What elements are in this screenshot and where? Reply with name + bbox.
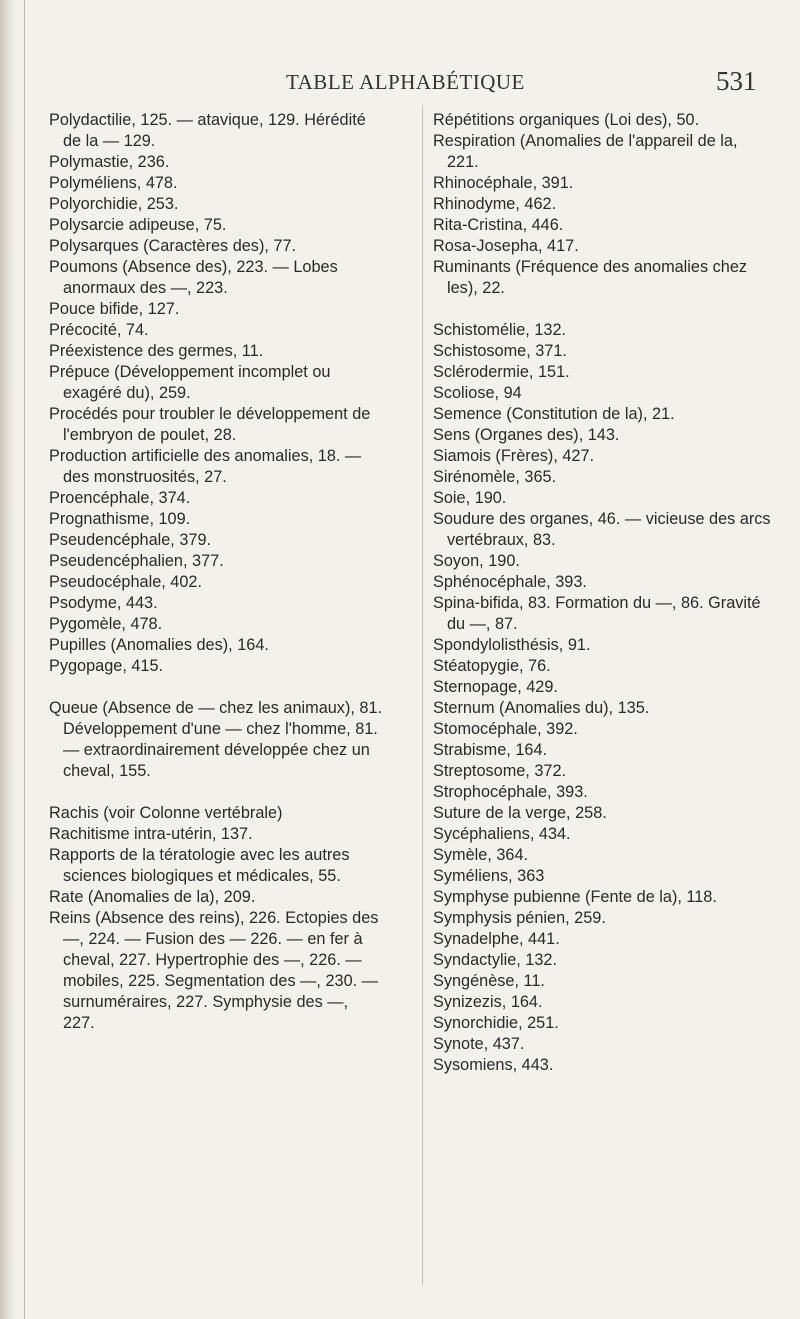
index-entry: Spina-bifida, 83. Formation du —, 86. Gravité du —, 87. (433, 594, 761, 633)
index-entry: Spondylolisthésis, 91. (433, 636, 591, 654)
index-entry: Symphyse pubienne (Fente de la), 118. (433, 888, 717, 906)
index-entry: Polydactilie, 125. — atavique, 129. Hérédité de la — 129. (49, 111, 366, 150)
index-column-left (49, 110, 383, 1034)
index-entry: Respiration (Anomalies de l'appareil de la, 221. (433, 132, 738, 171)
index-entry: Sens (Organes des), 143. (433, 426, 620, 444)
index-entry: Strabisme, 164. (433, 741, 548, 759)
index-entry: Prépuce (Développement incomplet ou exagéré du), 259. (49, 363, 331, 402)
index-entry: Schistosome, 371. (433, 342, 567, 360)
index-entry: Stomocéphale, 392. (433, 720, 578, 738)
index-entry: Soyon, 190. (433, 552, 520, 570)
index-entry: Soudure des organes, 46. — vicieuse des arcs vertébraux, 83. (433, 510, 771, 549)
index-entry: Sclérodermie, 151. (433, 363, 570, 381)
index-entry: Précocité, 74. (49, 321, 149, 339)
index-entry: Rosa-Josepha, 417. (433, 237, 579, 255)
index-entry: Polysarcie adipeuse, 75. (49, 216, 227, 234)
index-entry: Pygopage, 415. (49, 657, 164, 675)
index-entry: Rhinocéphale, 391. (433, 174, 574, 192)
index-entry: Syméliens, 363 (433, 867, 545, 885)
index-entry: Siamois (Frères), 427. (433, 447, 595, 465)
index-entry: Semence (Constitution de la), 21. (433, 405, 675, 423)
index-entry: Queue (Absence de — chez les animaux), 81. Développement d'une — chez l'homme, 81. — extraordinairement développée chez un cheval, 155. (49, 699, 383, 780)
index-entry: Syndactylie, 132. (433, 951, 557, 969)
index-entry: Pseudencéphale, 379. (49, 531, 212, 549)
index-entry: Polymastie, 236. (49, 153, 170, 171)
index-entry: Sycéphaliens, 434. (433, 825, 571, 843)
index-entry: Reins (Absence des reins), 226. Ectopies des —, 224. — Fusion des — 226. — en fer à cheval, 227. Hypertrophie des —, 226. — mobiles, 225. Segmentation des —, 230. — surnuméraires, 227. Symphysie des —, 227. (49, 909, 379, 1032)
index-entry: Répétitions organiques (Loi des), 50. (433, 111, 700, 129)
running-head: TABLE ALPHABÉTIQUE (286, 70, 525, 94)
index-entry: Synadelphe, 441. (433, 930, 560, 948)
index-entry: Pseudocéphale, 402. (49, 573, 202, 591)
index-entry: Polyméliens, 478. (49, 174, 178, 192)
index-entry: Schistomélie, 132. (433, 321, 567, 339)
index-entry: Synizezis, 164. (433, 993, 543, 1011)
page-header (0, 66, 800, 100)
index-entry: Syngénèse, 11. (433, 972, 545, 990)
page-number: 531 (716, 66, 757, 96)
index-entry: Rate (Anomalies de la), 209. (49, 888, 256, 906)
index-entry: Psodyme, 443. (49, 594, 158, 612)
index-entry: Symèle, 364. (433, 846, 529, 864)
index-entry: Stéatopygie, 76. (433, 657, 551, 675)
index-entry: Sphénocéphale, 393. (433, 573, 587, 591)
index-entry: Soie, 190. (433, 489, 507, 507)
index-entry: Rachis (voir Colonne vertébrale) (49, 804, 283, 822)
index-entry: Préexistence des germes, 11. (49, 342, 264, 360)
index-entry: Sternum (Anomalies du), 135. (433, 699, 650, 717)
index-entry: Rhinodyme, 462. (433, 195, 557, 213)
index-entry: Ruminants (Fréquence des anomalies chez les), 22. (433, 258, 748, 297)
index-entry: Sirénomèle, 365. (433, 468, 557, 486)
index-entry: Streptosome, 372. (433, 762, 567, 780)
index-entry: Prognathisme, 109. (49, 510, 191, 528)
index-entry: Suture de la verge, 258. (433, 804, 607, 822)
index-entry: Rapports de la tératologie avec les autres sciences biologiques et médicales, 55. (49, 846, 350, 885)
page-edge-line (24, 0, 25, 1319)
index-entry: Pouce bifide, 127. (49, 300, 180, 318)
index-entry: Polyorchidie, 253. (49, 195, 179, 213)
index-column-right (433, 110, 771, 1076)
index-entry: Pygomèle, 478. (49, 615, 163, 633)
index-entry: Poumons (Absence des), 223. — Lobes anormaux des —, 223. (49, 258, 338, 297)
index-entry: Scoliose, 94 (433, 384, 522, 402)
index-entry: Pseudencéphalien, 377. (49, 552, 224, 570)
index-entry: Polysarques (Caractères des), 77. (49, 237, 297, 255)
index-entry: Strophocéphale, 393. (433, 783, 588, 801)
index-entry: Production artificielle des anomalies, 18. — des monstruosités, 27. (49, 447, 362, 486)
index-entry: Rachitisme intra-utérin, 137. (49, 825, 253, 843)
column-divider (422, 105, 423, 1285)
book-gutter (0, 0, 16, 1319)
index-entry: Sternopage, 429. (433, 678, 558, 696)
index-entry: Sysomiens, 443. (433, 1056, 554, 1074)
index-entry: Procédés pour troubler le développement de l'embryon de poulet, 28. (49, 405, 371, 444)
index-entry: Pupilles (Anomalies des), 164. (49, 636, 269, 654)
index-entry: Synote, 437. (433, 1035, 525, 1053)
index-entry: Synorchidie, 251. (433, 1014, 559, 1032)
index-entry: Proencéphale, 374. (49, 489, 191, 507)
index-entry: Rita-Cristina, 446. (433, 216, 564, 234)
index-entry: Symphysis pénien, 259. (433, 909, 606, 927)
